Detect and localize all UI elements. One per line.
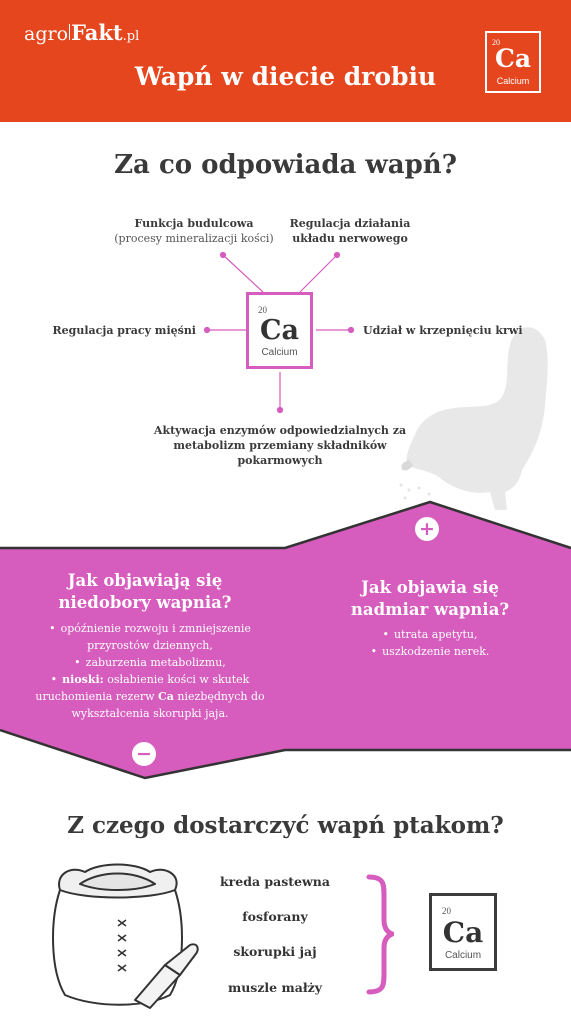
element-name: Calcium: [261, 347, 298, 358]
list-item: • zaburzenia metabolizmu,: [30, 654, 270, 671]
source-item: skorupki jaj: [233, 944, 317, 959]
atomic-number: 20: [442, 906, 451, 916]
calcium-element-tile-center: [246, 292, 313, 369]
roles-section-title: Za co odpowiada wapń?: [114, 150, 457, 180]
hens-text-2: niezbędnych do wykształcenia skorupki jaja.: [71, 690, 265, 720]
hens-ca: Ca: [158, 690, 174, 703]
source-item: fosforany: [242, 909, 308, 924]
element-symbol: Ca: [260, 315, 299, 346]
source-item: kreda pastewna: [220, 874, 330, 889]
curly-brace-icon: [364, 872, 394, 997]
list-item: • utrata apetytu,: [340, 626, 520, 643]
role-nervous-system: Regulacja działania układu nerwowego: [289, 217, 411, 245]
excess-title: Jak objawia się nadmiar wapnia?: [350, 578, 510, 619]
atomic-number: 20: [258, 305, 267, 315]
sources-section-title: Z czego dostarczyć wapń ptakom?: [67, 812, 504, 839]
role-muscle: Regulacja pracy mięśni: [52, 324, 196, 337]
element-symbol: Ca: [442, 916, 484, 949]
hens-label: nioski:: [62, 673, 104, 686]
feed-sack-icon: [40, 860, 200, 1010]
role-subtitle: (procesy mineralizacji kości): [114, 232, 274, 245]
element-name: Calcium: [444, 950, 482, 961]
source-item: muszle małży: [227, 980, 322, 995]
page-title: Wapń w diecie drobiu: [134, 62, 437, 91]
list-item-hens: [30, 671, 270, 722]
calcium-element-tile-footer: [429, 893, 497, 971]
logo-part-fakt: Fakt: [71, 20, 123, 45]
role-enzymes: Aktywacja enzymów odpowiedzialnych za metabolizm przemiany składników pokarmowych: [153, 424, 407, 467]
deficiency-list: [30, 620, 270, 722]
excess-list: [340, 626, 520, 660]
atomic-number: 20: [492, 38, 500, 47]
deficiency-title: Jak objawiają się niedobory wapnia?: [58, 571, 232, 612]
list-item: • opóźnienie rozwoju i zmniejszenie przyrostów dziennych,: [30, 620, 270, 654]
logo-part-agro: agro: [24, 23, 69, 45]
collapse-minus-button[interactable]: −: [132, 742, 156, 766]
role-title: Funkcja budulcowa: [134, 217, 254, 230]
hens-text-1: osłabienie kości w skutek uruchomienia rezerw: [35, 673, 250, 703]
element-symbol: Ca: [494, 44, 532, 73]
expand-plus-button[interactable]: +: [415, 517, 439, 541]
element-name: Calcium: [496, 76, 530, 86]
role-blood-clotting: Udział w krzepnięciu krwi: [363, 324, 523, 337]
logo-part-domain: .pl: [122, 29, 140, 44]
list-item: • uszkodzenie nerek.: [340, 643, 520, 660]
role-building-function: [104, 216, 284, 246]
